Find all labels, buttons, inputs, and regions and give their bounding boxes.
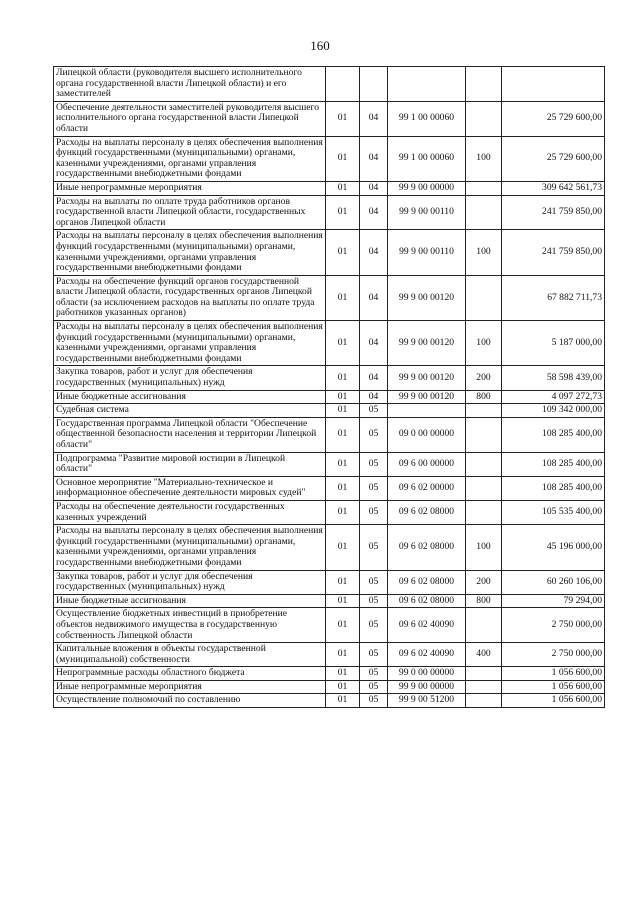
row-target-article: 09 6 02 08000 xyxy=(388,570,466,594)
row-name: Иные непрограммные мероприятия xyxy=(54,181,326,195)
row-target-article xyxy=(388,404,466,418)
row-section: 01 xyxy=(326,366,360,390)
row-section: 01 xyxy=(326,136,360,181)
table-row xyxy=(54,390,605,404)
row-target-article: 99 9 00 00120 xyxy=(388,275,466,320)
table-row xyxy=(54,452,605,476)
row-name: Закупка товаров, работ и услуг для обеспечения государственных (муниципальных) нужд xyxy=(54,570,326,594)
row-name: Расходы на выплаты персоналу в целях обеспечения выполнения функций государственными (муниципальными) органами, казенными учреждениями, органами управления государственными внебюджетными фондами xyxy=(54,525,326,570)
row-target-article: 99 1 00 00060 xyxy=(388,101,466,136)
row-section: 01 xyxy=(326,476,360,500)
row-subsection: 05 xyxy=(360,643,388,667)
row-target-article: 09 6 00 00000 xyxy=(388,452,466,476)
row-amount: 2 750 000,00 xyxy=(502,608,605,643)
row-amount: 45 196 000,00 xyxy=(502,525,605,570)
row-section: 01 xyxy=(326,417,360,452)
table-row xyxy=(54,366,605,390)
row-amount: 1 056 600,00 xyxy=(502,680,605,694)
table-row xyxy=(54,404,605,418)
row-expense-type: 100 xyxy=(466,136,502,181)
row-name: Обеспечение деятельности заместителей руководителя высшего исполнительного органа государственной власти Липецкой области xyxy=(54,101,326,136)
row-target-article: 09 6 02 08000 xyxy=(388,500,466,524)
row-target-article: 99 9 00 00000 xyxy=(388,680,466,694)
row-section: 01 xyxy=(326,594,360,608)
row-expense-type: 200 xyxy=(466,366,502,390)
row-target-article: 99 9 00 00110 xyxy=(388,230,466,275)
row-amount: 108 285 400,00 xyxy=(502,452,605,476)
row-section: 01 xyxy=(326,525,360,570)
row-expense-type: 200 xyxy=(466,570,502,594)
row-target-article xyxy=(388,67,466,102)
row-expense-type xyxy=(466,500,502,524)
row-name: Капитальные вложения в объекты государственной (муниципальной) собственности xyxy=(54,643,326,667)
row-name: Осуществление бюджетных инвестиций в приобретение объектов недвижимого имущества в государственную собственность Липецкой области xyxy=(54,608,326,643)
row-amount: 5 187 000,00 xyxy=(502,321,605,366)
row-amount: 108 285 400,00 xyxy=(502,476,605,500)
table-row xyxy=(54,500,605,524)
row-amount: 67 882 711,73 xyxy=(502,275,605,320)
table-row xyxy=(54,101,605,136)
row-name: Государственная программа Липецкой области "Обеспечение общественной безопасности населения и территории Липецкой области" xyxy=(54,417,326,452)
table-row xyxy=(54,694,605,708)
row-target-article: 09 6 02 00000 xyxy=(388,476,466,500)
row-target-article: 99 9 00 00120 xyxy=(388,366,466,390)
table-row xyxy=(54,594,605,608)
row-subsection: 05 xyxy=(360,417,388,452)
table-row xyxy=(54,525,605,570)
row-amount: 60 260 106,00 xyxy=(502,570,605,594)
row-name: Расходы на выплаты по оплате труда работников органов государственной власти Липецкой области, государственных органов Липецкой области xyxy=(54,195,326,230)
row-expense-type xyxy=(466,452,502,476)
table-row xyxy=(54,680,605,694)
row-target-article: 99 9 00 51200 xyxy=(388,694,466,708)
budget-table-body xyxy=(54,67,605,708)
row-section: 01 xyxy=(326,643,360,667)
row-expense-type: 100 xyxy=(466,321,502,366)
table-row xyxy=(54,136,605,181)
row-section: 01 xyxy=(326,680,360,694)
row-expense-type xyxy=(466,476,502,500)
row-name: Расходы на выплаты персоналу в целях обеспечения выполнения функций государственными (муниципальными) органами, казенными учреждениями, органами управления государственными внебюджетными фондами xyxy=(54,321,326,366)
row-name: Иные бюджетные ассигнования xyxy=(54,594,326,608)
row-name: Осуществление полномочий по составлению xyxy=(54,694,326,708)
row-amount: 105 535 400,00 xyxy=(502,500,605,524)
row-section: 01 xyxy=(326,500,360,524)
row-name: Расходы на выплаты персоналу в целях обеспечения выполнения функций государственными (муниципальными) органами, казенными учреждениями, органами управления государственными внебюджетными фондами xyxy=(54,230,326,275)
row-amount: 79 294,00 xyxy=(502,594,605,608)
table-row xyxy=(54,67,605,102)
row-subsection: 05 xyxy=(360,608,388,643)
row-subsection: 04 xyxy=(360,275,388,320)
row-amount: 1 056 600,00 xyxy=(502,667,605,681)
row-amount: 108 285 400,00 xyxy=(502,417,605,452)
row-section: 01 xyxy=(326,404,360,418)
budget-table xyxy=(53,66,605,708)
table-row xyxy=(54,230,605,275)
row-section: 01 xyxy=(326,321,360,366)
row-expense-type xyxy=(466,694,502,708)
row-subsection: 05 xyxy=(360,525,388,570)
row-target-article: 09 6 02 08000 xyxy=(388,525,466,570)
row-subsection: 05 xyxy=(360,680,388,694)
table-row xyxy=(54,643,605,667)
row-subsection: 04 xyxy=(360,390,388,404)
row-section: 01 xyxy=(326,230,360,275)
row-section: 01 xyxy=(326,181,360,195)
row-expense-type: 800 xyxy=(466,594,502,608)
row-subsection: 04 xyxy=(360,136,388,181)
row-amount: 25 729 600,00 xyxy=(502,101,605,136)
row-amount: 58 598 439,00 xyxy=(502,366,605,390)
row-target-article: 99 9 00 00000 xyxy=(388,181,466,195)
row-target-article: 09 0 00 00000 xyxy=(388,417,466,452)
row-target-article: 99 9 00 00120 xyxy=(388,390,466,404)
row-target-article: 09 6 02 08000 xyxy=(388,594,466,608)
row-subsection: 05 xyxy=(360,476,388,500)
row-subsection: 05 xyxy=(360,594,388,608)
row-name: Основное мероприятие "Материально-техническое и информационное обеспечение деятельности мировых судей" xyxy=(54,476,326,500)
row-subsection: 04 xyxy=(360,366,388,390)
row-expense-type xyxy=(466,101,502,136)
row-expense-type xyxy=(466,417,502,452)
page-number: 160 xyxy=(310,38,330,53)
row-subsection: 05 xyxy=(360,694,388,708)
row-amount: 109 342 000,00 xyxy=(502,404,605,418)
table-row xyxy=(54,476,605,500)
row-name: Расходы на выплаты персоналу в целях обеспечения выполнения функций государственными (муниципальными) органами, казенными учреждениями, органами управления государственными внебюджетными фондами xyxy=(54,136,326,181)
row-amount: 1 056 600,00 xyxy=(502,694,605,708)
table-row xyxy=(54,417,605,452)
row-subsection: 05 xyxy=(360,570,388,594)
row-section: 01 xyxy=(326,694,360,708)
row-expense-type: 400 xyxy=(466,643,502,667)
row-section: 01 xyxy=(326,101,360,136)
row-section xyxy=(326,67,360,102)
table-row xyxy=(54,321,605,366)
table-row xyxy=(54,570,605,594)
row-section: 01 xyxy=(326,275,360,320)
row-section: 01 xyxy=(326,667,360,681)
row-subsection: 05 xyxy=(360,667,388,681)
row-name: Расходы на обеспечение деятельности государственных казенных учреждений xyxy=(54,500,326,524)
row-amount xyxy=(502,67,605,102)
row-section: 01 xyxy=(326,195,360,230)
row-section: 01 xyxy=(326,570,360,594)
row-expense-type xyxy=(466,181,502,195)
row-subsection: 04 xyxy=(360,195,388,230)
row-expense-type xyxy=(466,667,502,681)
row-name: Расходы на обеспечение функций органов государственной власти Липецкой области, государственных органов Липецкой области (за исключением расходов на выплаты по оплате труда работников указанных органов) xyxy=(54,275,326,320)
row-name: Закупка товаров, работ и услуг для обеспечения государственных (муниципальных) нужд xyxy=(54,366,326,390)
row-amount: 241 759 850,00 xyxy=(502,230,605,275)
row-section: 01 xyxy=(326,390,360,404)
table-row xyxy=(54,181,605,195)
row-amount: 2 750 000,00 xyxy=(502,643,605,667)
row-expense-type xyxy=(466,275,502,320)
table-row xyxy=(54,195,605,230)
row-target-article: 99 9 00 00120 xyxy=(388,321,466,366)
row-amount: 4 097 272,73 xyxy=(502,390,605,404)
row-expense-type xyxy=(466,404,502,418)
row-subsection: 05 xyxy=(360,452,388,476)
row-expense-type xyxy=(466,608,502,643)
row-expense-type: 800 xyxy=(466,390,502,404)
row-subsection: 05 xyxy=(360,404,388,418)
table-row xyxy=(54,608,605,643)
row-name: Иные непрограммные мероприятия xyxy=(54,680,326,694)
row-subsection: 04 xyxy=(360,101,388,136)
row-target-article: 99 1 00 00060 xyxy=(388,136,466,181)
row-target-article: 09 6 02 40090 xyxy=(388,608,466,643)
row-target-article: 09 6 02 40090 xyxy=(388,643,466,667)
row-section: 01 xyxy=(326,608,360,643)
row-target-article: 99 9 00 00110 xyxy=(388,195,466,230)
row-subsection: 04 xyxy=(360,321,388,366)
row-expense-type: 100 xyxy=(466,525,502,570)
row-expense-type xyxy=(466,680,502,694)
row-subsection xyxy=(360,67,388,102)
row-amount: 309 642 561,73 xyxy=(502,181,605,195)
row-name: Иные бюджетные ассигнования xyxy=(54,390,326,404)
row-subsection: 04 xyxy=(360,181,388,195)
row-expense-type xyxy=(466,195,502,230)
row-name: Липецкой области (руководителя высшего исполнительного органа государственной власти Липецкой области) и его заместителей xyxy=(54,67,326,102)
row-expense-type xyxy=(466,67,502,102)
row-target-article: 99 0 00 00000 xyxy=(388,667,466,681)
row-amount: 241 759 850,00 xyxy=(502,195,605,230)
row-subsection: 05 xyxy=(360,500,388,524)
row-name: Судебная система xyxy=(54,404,326,418)
row-section: 01 xyxy=(326,452,360,476)
table-row xyxy=(54,667,605,681)
row-expense-type: 100 xyxy=(466,230,502,275)
row-name: Подпрограмма "Развитие мировой юстиции в Липецкой области" xyxy=(54,452,326,476)
row-subsection: 04 xyxy=(360,230,388,275)
row-name: Непрограммные расходы областного бюджета xyxy=(54,667,326,681)
row-amount: 25 729 600,00 xyxy=(502,136,605,181)
table-row xyxy=(54,275,605,320)
